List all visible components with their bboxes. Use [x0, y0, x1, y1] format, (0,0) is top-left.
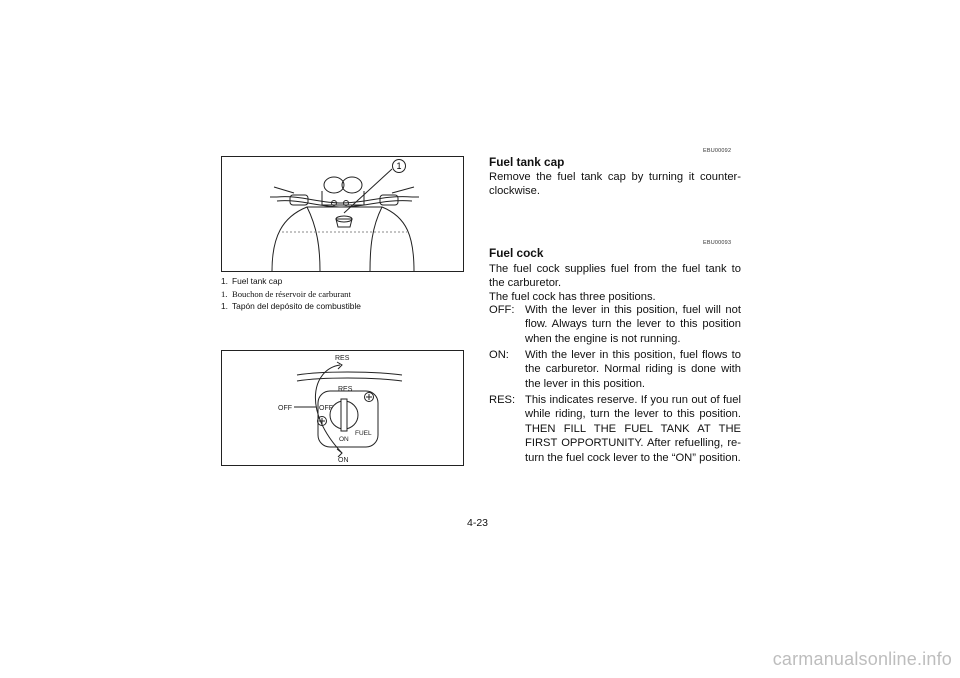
- caption-spanish: 1. Tapón del depósito de combustible: [221, 301, 361, 311]
- caption-french: 1. Bouchon de réservoir de carburant: [221, 288, 351, 299]
- desc-on: With the lever in this position, fuel flows to the carburetor. Normal riding is done with the lever in this position.: [525, 349, 741, 390]
- callout-number: 1: [396, 161, 402, 171]
- fuel-tank-cap-illustration: [221, 156, 464, 272]
- paragraph-fuel-cock-intro: The fuel cock supplies fuel from the fuel tank to the carburetor.: [489, 263, 741, 290]
- desc-off: With the lever in this position, fuel will not flow. Always turn the lever to this position when the engine is not running.: [525, 304, 741, 345]
- label-res-inner: RES: [338, 386, 353, 393]
- definition-on: [489, 348, 741, 391]
- page-number: 4-23: [467, 517, 489, 529]
- term-res: RES:: [489, 394, 516, 406]
- watermark: carmanualsonline.info: [772, 649, 952, 669]
- term-on: ON:: [489, 349, 509, 361]
- definition-off: [489, 303, 741, 346]
- label-on-inner: ON: [339, 436, 349, 443]
- fuel-cock-illustration: [221, 350, 464, 466]
- heading-fuel-tank-cap: Fuel tank cap: [489, 155, 565, 169]
- atv-handlebar-drawing: [222, 157, 463, 271]
- caption-english: 1. Fuel tank cap: [221, 276, 283, 286]
- desc-res: This indicates reserve. If you run out of fuel while riding, turn the lever to this position. THEN FILL THE FUEL TANK AT THE FIRST OPPORTUNITY. After refuelling, re-turn the fuel cock lever to the “ON” position.: [525, 394, 741, 464]
- label-fuel: FUEL: [355, 430, 372, 437]
- fuel-cock-drawing: [222, 351, 463, 465]
- label-res-outer: RES: [335, 355, 350, 362]
- figure-captions: [221, 275, 471, 313]
- section-code-fuel-tank-cap: EBU00092: [703, 148, 732, 154]
- label-on-outer: ON: [338, 457, 349, 464]
- label-off-inner: OFF: [319, 405, 333, 412]
- paragraph-fuel-cock-positions: The fuel cock has three positions.: [489, 291, 656, 303]
- definition-res: [489, 393, 741, 465]
- term-off: OFF:: [489, 304, 515, 316]
- section-code-fuel-cock: EBU00093: [703, 240, 732, 246]
- label-off-outer: OFF: [278, 405, 292, 412]
- heading-fuel-cock: Fuel cock: [489, 246, 544, 260]
- paragraph-fuel-tank-cap: Remove the fuel tank cap by turning it counter-clockwise.: [489, 171, 741, 198]
